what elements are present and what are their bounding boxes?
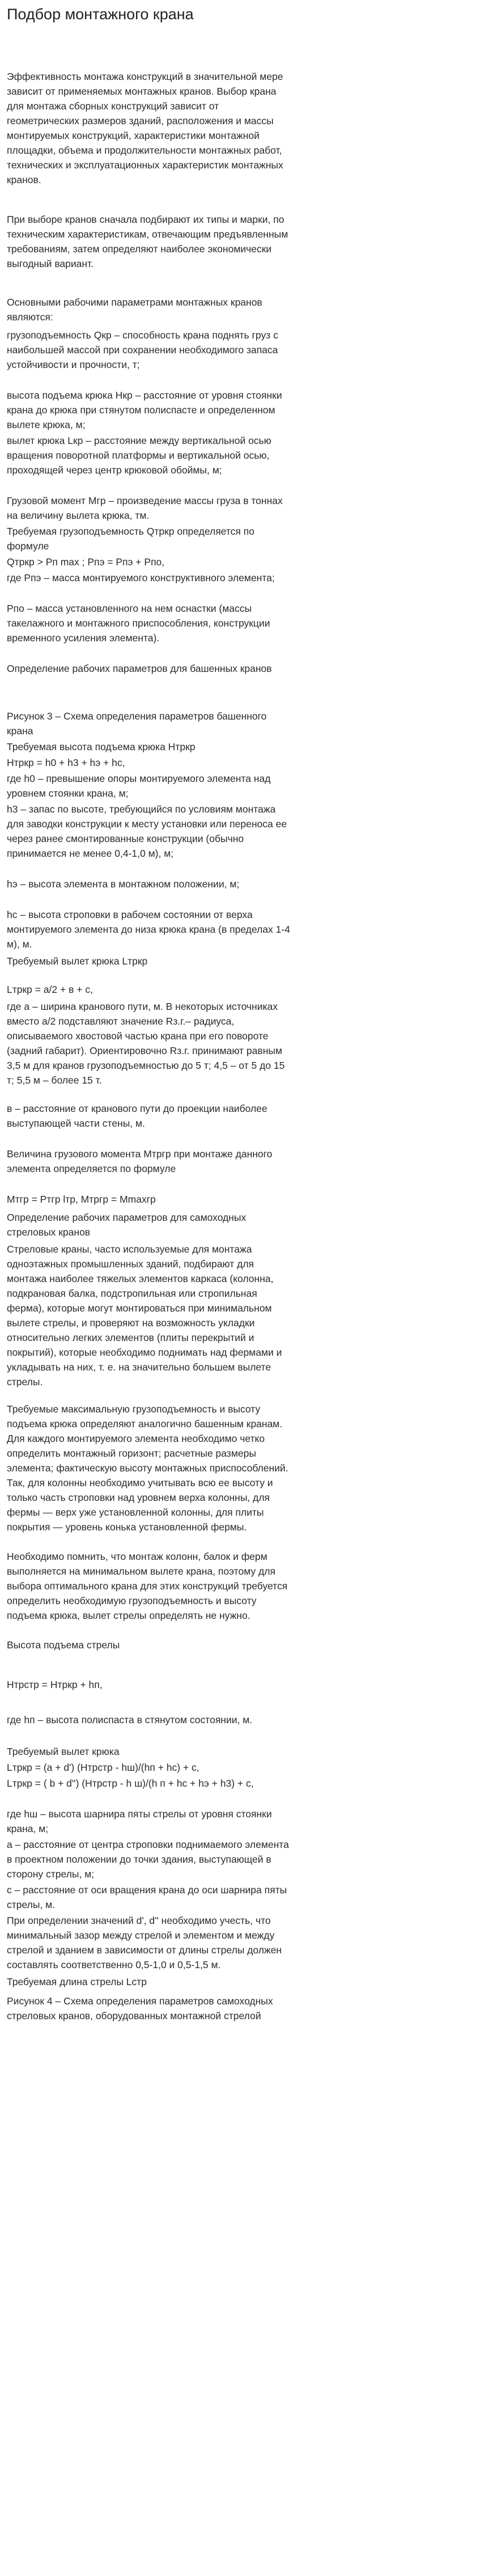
hook-height-definition: высота подъема крюка Нкр – расстояние от уровня стоянки крана до крюка при стянутом полиспасте и определенном вылете крюка, м; bbox=[7, 390, 282, 430]
hp-definition: где hп – высота полиспаста в стянутом состоянии, м. bbox=[7, 1714, 253, 1725]
figure-3-placeholder bbox=[7, 693, 290, 699]
rigging-mass-definition: Рпо – масса установленного на нем оснастки (массы такелажного и монтажного приспособления, конструкции временного усиления элемента). bbox=[7, 603, 270, 644]
max-capacity-paragraph: Требуемые максимальную грузоподъемность и высоту подъема крюка определяют аналогично башенным кранам. Для каждого монтируемого элемента необходимо четко определить монтажный горизонт; расчетные размеры элемента; фактическую высоту монтажных приспособлений. Так, для колонны необходимо учитывать всю ее высоту и только часть строповки над уровнем верха колонны, для фермы — верх уже установленной колонны, для плиты покрытия — уровень конька установленной фермы. bbox=[7, 1403, 288, 1533]
h0-definition: где h0 – превышение опоры монтируемого элемента над уровнем стоянки крана, м; bbox=[7, 773, 271, 799]
jib-crane-section-heading: Определение рабочих параметров для самоходных стреловых кранов bbox=[7, 1212, 247, 1238]
figure-3-caption: Рисунок 3 – Схема определения параметров башенного крана bbox=[7, 710, 267, 737]
he-definition: hэ – высота элемента в монтажном положении, м; bbox=[7, 878, 240, 890]
tower-crane-section-heading: Определение рабочих параметров для башенных кранов bbox=[7, 663, 272, 674]
minimum-reach-paragraph: Необходимо помнить, что монтаж колонн, балок и ферм выполняется на минимальном вылете крана, поэтому для выбора оптимального крана для этих конструкций требуется определить необходимую грузоподъемность и высоту подъема крюка, вылет стрелы определять не нужно. bbox=[7, 1551, 288, 1621]
required-reach-text: Требуемый вылет крюка Lтркр bbox=[7, 955, 148, 967]
load-moment-text: Величина грузового момента Мтргр при монтаже данного элемента определяется по формуле bbox=[7, 1148, 273, 1174]
clearance-paragraph: При определении значений d', d'' необходимо учесть, что минимальный зазор между стрелой и элементом и между стрелой и зданием в зависимости от длины стрелы должен составлять соответственно 0,5-1,0 и 0,5-1,5 м. bbox=[7, 1915, 282, 1970]
reach-formula-2: Lтркр = ( b + d'') (Нтрстр - h ш)/(h п + hс + hэ + h3) + c, bbox=[7, 1778, 254, 1789]
main-parameters-paragraph: Основными рабочими параметрами монтажных кранов являются: bbox=[7, 297, 262, 323]
boom-length-heading: Требуемая длина стрелы Lстр bbox=[7, 1976, 147, 1987]
reach-formula: Lтркр = a/2 + в + c, bbox=[7, 984, 93, 995]
track-width-definition: где а – ширина кранового пути, м. В некоторых источниках вместо a/2 подставляют значение Rз.г.– радиуса, описываемого хвостовой частью крана при его повороте (задний габарит). Ориентировочно Rз.г. принимают равным 3,5 м для кранов грузоподъемностью до 5 т; 4,5 – от 5 до 15 т; 5,5 м – более 15 т. bbox=[7, 1001, 285, 1086]
a-distance-definition: а – расстояние от центра строповки поднимаемого элемента в проектном положении до точки здания, выступающей в сторону стрелы, м; bbox=[7, 1839, 289, 1880]
intro-paragraph: Эффективность монтажа конструкций в значительной мере зависит от применяемых монтажных кранов. Выбор крана для монтажа сборных конструкций зависит от геометрических размеров зданий, расположения и массы монтируемых конструкций, характеристики монтажной площадки, объема и продолжительности монтажных работ, технических и эксплуатационных характеристик монтажных кранов. bbox=[7, 71, 283, 185]
hook-height-formula: Нтркр = h0 + h3 + hэ + hс, bbox=[7, 757, 125, 768]
boom-height-formula: Нтрстр = Нтркр + hп, bbox=[7, 1679, 103, 1690]
crane-selection-paragraph: При выборе кранов сначала подбирают их типы и марки, по техническим характеристикам, отвечающим предъявленным требованиям, затем определяют наиболее экономически выгодный вариант. bbox=[7, 214, 288, 269]
c-distance-definition: с – расстояние от оси вращения крана до оси шарнира пяты стрелы, м. bbox=[7, 1884, 287, 1910]
load-moment-formula: Мтгр = Ртгр lтр, Мтргр = Мmaxгр bbox=[7, 1194, 156, 1205]
required-capacity-text: Требуемая грузоподъемность Qтркр определяется по формуле bbox=[7, 526, 254, 552]
jib-cranes-paragraph: Стреловые краны, часто используемые для монтажа одноэтажных промышленных зданий, подбирают для монтажа наиболее тяжелых элементов каркаса (колонна, подкрановая балка, подстропильная или стропильная ферма), которые могут монтироваться при минимальном вылете стрелы, и проверяют на возможность укладки относительно легких элементов (плиты перекрытий и покрытий), которые необходимо поднимать над фермами и укладывать на них, т. е. на значительно большем вылете стрелы. bbox=[7, 1243, 282, 1388]
load-capacity-definition: грузоподъемность Qкр – способность крана поднять груз с наибольшей массой при сохранении необходимого запаса устойчивости и прочности, т; bbox=[7, 329, 278, 370]
boom-height-heading: Высота подъема стрелы bbox=[7, 1639, 120, 1651]
hook-reach-definition: вылет крюка Lкр – расстояние между вертикальной осью вращения поворотной платформы и вертикальной осью, проходящей через центр крюковой обоймы, м; bbox=[7, 435, 271, 476]
figure-4-caption: Рисунок 4 – Схема определения параметров самоходных стреловых кранов, оборудованных монтажной стрелой bbox=[7, 1995, 273, 2021]
element-mass-definition: где Рпэ – масса монтируемого конструктивного элемента; bbox=[7, 572, 275, 583]
h3-definition: h3 – запас по высоте, требующийся по условиям монтажа для заводки конструкции к месту установки или переноса ее через ранее смонтированные конструкции (обычно принимается не менее 0,4-1,0 м), м; bbox=[7, 803, 287, 859]
boom-height-spacer bbox=[7, 1657, 290, 1663]
required-capacity-formula: Qтркр > Pп max ; Pпэ = Pпэ + Pпо, bbox=[7, 556, 165, 568]
page-title: Подбор монтажного крана bbox=[7, 6, 194, 23]
load-moment-definition: Грузовой момент Мгр – произведение массы груза в тоннах на величину вылета крюка, тм. bbox=[7, 495, 283, 521]
hc-definition: hс – высота строповки в рабочем состоянии от верха монтируемого элемента до низа крюка крана (в пределах 1-4 м), м. bbox=[7, 909, 290, 950]
reach-formula-1: Lтркр = (а + d') (Нтрстр - hш)/(hп + hс) + с, bbox=[7, 1762, 199, 1773]
required-hook-height-text: Требуемая высота подъема крюка Нтркр bbox=[7, 741, 196, 752]
required-reach-heading: Требуемый вылет крюка bbox=[7, 1746, 120, 1757]
hsh-definition: где hш – высота шарнира пяты стрелы от уровня стоянки крана, м; bbox=[7, 1808, 272, 1834]
b-distance-definition: в – расстояние от кранового пути до проекции наиболее выступающей части стены, м. bbox=[7, 1103, 267, 1129]
